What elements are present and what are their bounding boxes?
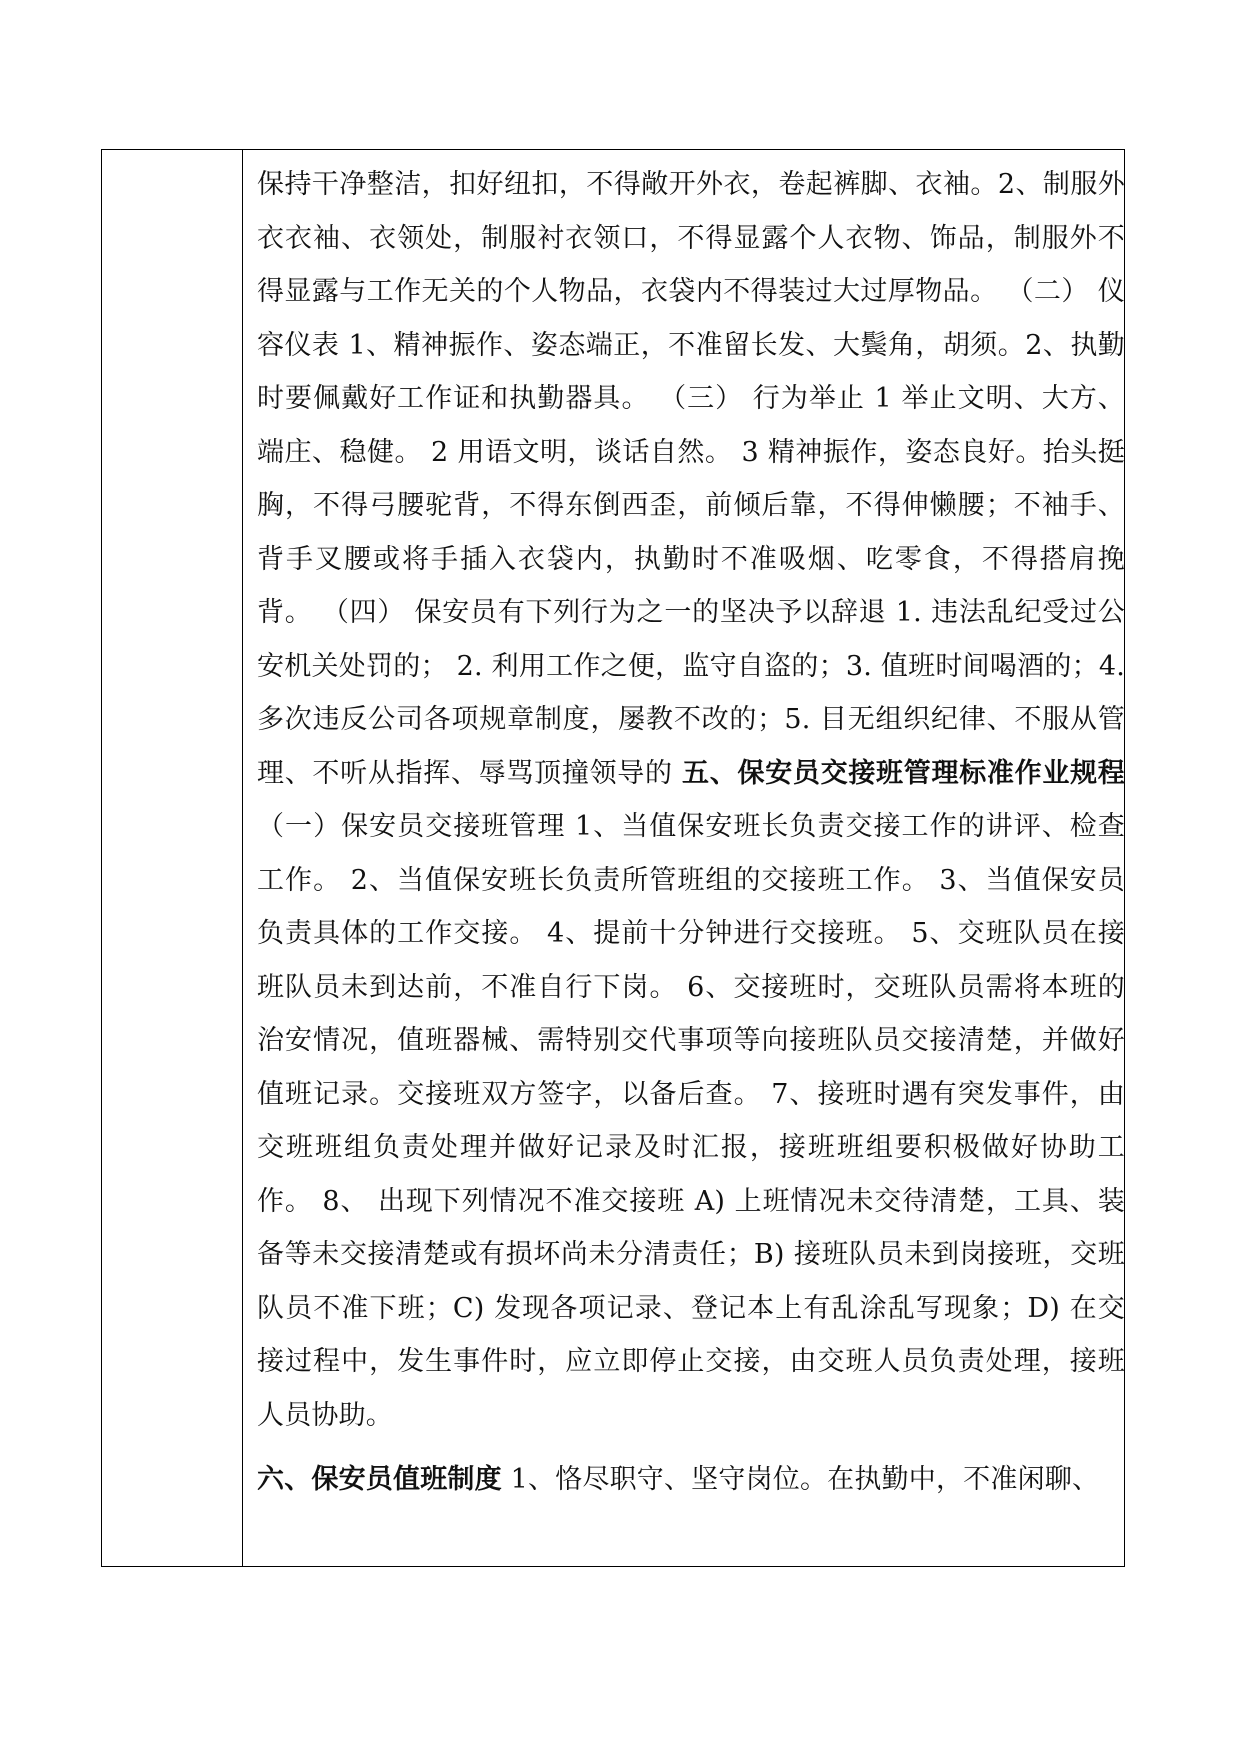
paragraph-conduct-and-handover bbox=[257, 158, 1125, 1442]
section-heading-duty: 六、保安员值班制度 bbox=[257, 1464, 502, 1495]
paragraph-text: 保持干净整洁，扣好纽扣，不得敞开外衣，卷起裤脚、衣袖。2、制服外衣衣袖、衣领处，制服衬衣领口，不得显露个人衣物、饰品，制服外不得显露与工作无关的个人物品，衣袋内不得装过大过厚物品。 （二） 仪容仪表 1、精神振作、姿态端正，不准留长发、大鬓角，胡须。2、执勤时要佩戴好工作证和执勤器具。 （三） 行为举止 1 举止文明、大方、端庄、稳健。 2 用语文明，谈话自然。 3 精神振作，姿态良好。抬头挺胸，不得弓腰驼背，不得东倒西歪，前倾后靠，不得伸懒腰；不袖手、背手叉腰或将手插入衣袋内，执勤时不准吸烟、吃零食，不得搭肩挽背。 （四） 保安员有下列行为之一的坚决予以辞退 1. 违法乱纪受过公安机关处罚的； 2. 利用工作之便，监守自盗的；3. 值班时间喝酒的；4. 多次违反公司各项规章制度，屡教不改的；5. 目无组织纪律、不服从管理、不听从指挥、辱骂顶撞领导的 bbox=[257, 169, 1125, 789]
column-divider bbox=[242, 150, 243, 1566]
paragraph-duty-system bbox=[257, 1453, 1125, 1507]
paragraph-text: 1、恪尽职守、坚守岗位。在执勤中，不准闲聊、 bbox=[501, 1464, 1100, 1495]
section-heading-handover: 五、保安员交接班管理标准作业规程 bbox=[682, 757, 1125, 789]
paragraph-text: （一）保安员交接班管理 1、当值保安班长负责交接工作的讲评、检查工作。 2、当值保安班长负责所管班组的交接班工作。 3、当值保安员负责具体的工作交接。 4、提前十分钟进行交接班。 5、交班队员在接班队员未到达前，不准自行下岗。 6、交接班时，交班队员需将本班的治安情况，值班器械、需特别交代事项等向接班队员交接清楚，并做好值班记录。交接班双方签字，以备后查。 7、接班时遇有突发事件，由交班班组负责处理并做好记录及时汇报，接班班组要积极做好协助工作。 8、 出现下列情况不准交接班 A) 上班情况未交待清楚，工具、装备等未交接清楚或有损坏尚未分清责任；B) 接班队员未到岗接班，交班队员不准下班；C) 发现各项记录、登记本上有乱涂乱写现象；D) 在交接过程中，发生事件时，应立即停止交接，由交班人员负责处理，接班人员协助。 bbox=[257, 811, 1125, 1431]
content-cell bbox=[257, 158, 1125, 1507]
empty-label-cell bbox=[102, 150, 242, 1566]
document-table bbox=[101, 149, 1125, 1567]
